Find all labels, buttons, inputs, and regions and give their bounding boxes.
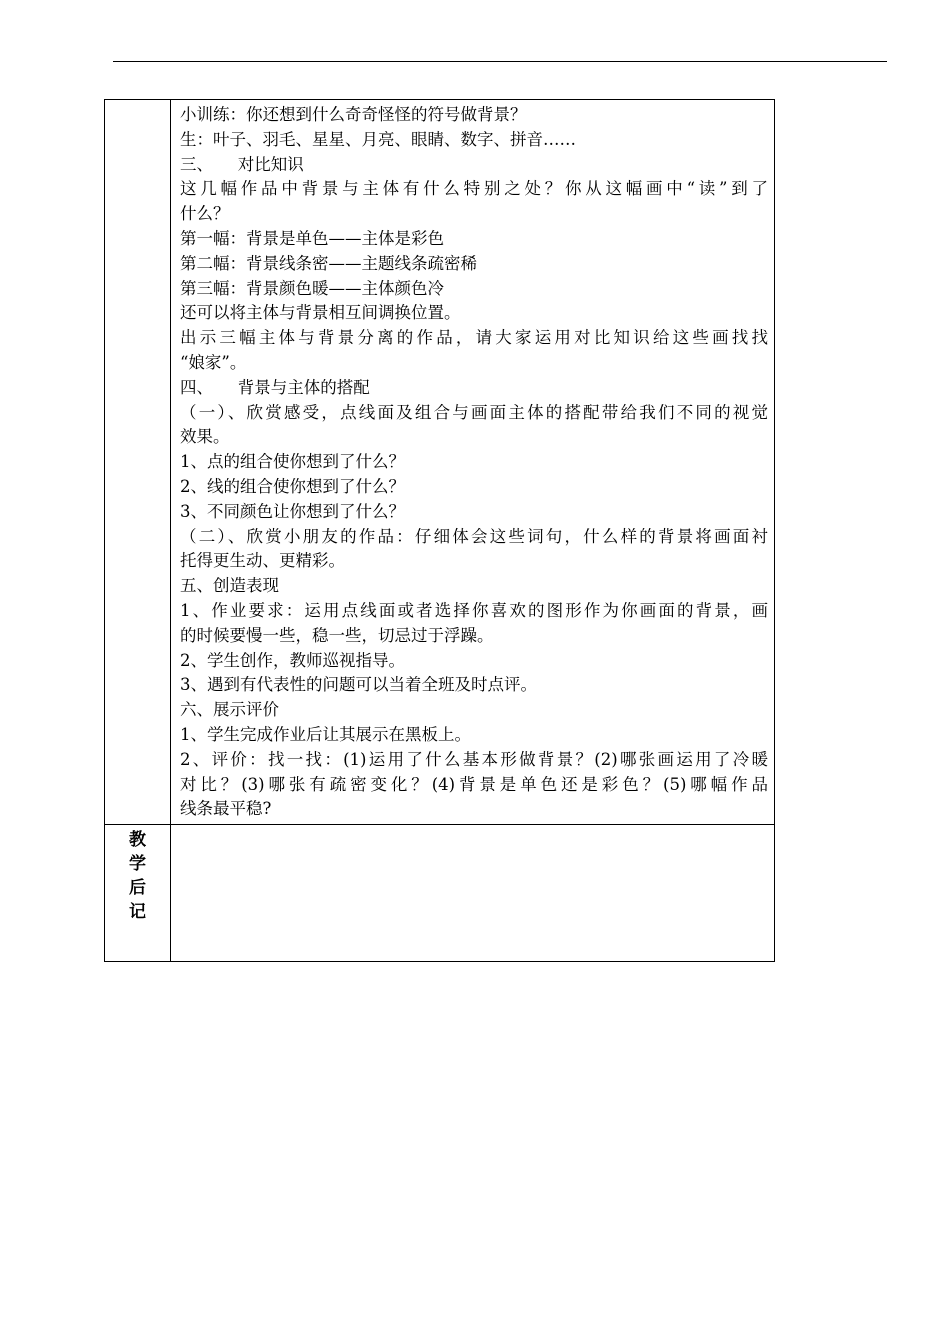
lesson-line: 什么？	[180, 204, 230, 224]
lesson-line: 对比？(3)哪张有疏密变化？(4)背景是单色还是彩色？(5)哪幅作品	[180, 774, 768, 794]
lesson-line: （一）、欣赏感受，点线面及组合与画面主体的搭配带给我们不同的视觉	[180, 402, 768, 422]
lesson-line: 线条最平稳?	[180, 799, 272, 819]
postscript-label-char: 学	[129, 854, 146, 875]
postscript-label-char: 记	[129, 902, 146, 923]
lesson-line: 1、点的组合使你想到了什么？	[180, 452, 405, 472]
lesson-process-content	[171, 100, 775, 825]
lesson-line: 第三幅：背景颜色暖——主体颜色冷	[180, 278, 444, 298]
lesson-line: 3、遇到有代表性的问题可以当着全班及时点评。	[180, 675, 537, 695]
lesson-line: （二）、欣赏小朋友的作品：仔细体会这些词句，什么样的背景将画面衬	[180, 526, 768, 546]
postscript-label	[105, 825, 170, 924]
lesson-line: 效果。	[180, 427, 230, 447]
lesson-line: “娘家”。	[180, 352, 247, 372]
postscript-label-char: 后	[129, 878, 146, 899]
lesson-line: 生：叶子、羽毛、星星、月亮、眼睛、数字、拼音……	[180, 129, 576, 149]
postscript-label-cell	[105, 825, 171, 962]
lesson-line: 小训练：你还想到什么奇奇怪怪的符号做背景？	[180, 105, 527, 124]
postscript-row	[105, 825, 775, 962]
lesson-line: 的时候要慢一些，稳一些，切忌过于浮躁。	[180, 625, 494, 645]
lesson-line: 出示三幅主体与背景分离的作品，请大家运用对比知识给这些画找找	[180, 328, 768, 348]
postscript-label-char: 教	[129, 830, 146, 851]
lesson-plan-table	[104, 99, 775, 962]
header-rule	[113, 61, 887, 62]
section-heading: 四、 背景与主体的搭配	[180, 377, 370, 397]
lesson-line: 2、评价：找一找：(1)运用了什么基本形做背景？(2)哪张画运用了冷暖	[180, 749, 768, 769]
lesson-line: 3、不同颜色让你想到了什么？	[180, 501, 405, 521]
section-heading: 六、展示评价	[180, 700, 279, 720]
postscript-content-cell	[171, 825, 775, 962]
lesson-line: 托得更生动、更精彩。	[180, 551, 345, 571]
lesson-line: 1、学生完成作业后让其展示在黑板上。	[180, 724, 471, 744]
lesson-process-label-cell	[105, 100, 171, 825]
lesson-line: 第一幅：背景是单色——主体是彩色	[180, 228, 444, 248]
lesson-process-row	[105, 100, 775, 825]
lesson-line: 1、作业要求：运用点线面或者选择你喜欢的图形作为你画面的背景，画	[180, 600, 768, 620]
lesson-line: 2、学生创作，教师巡视指导。	[180, 650, 405, 670]
lesson-line: 还可以将主体与背景相互间调换位置。	[180, 303, 461, 323]
lesson-line: 第二幅：背景线条密——主题线条疏密稀	[180, 253, 477, 273]
section-heading: 五、创造表现	[180, 576, 279, 596]
lesson-line: 2、线的组合使你想到了什么？	[180, 476, 405, 496]
lesson-line: 这几幅作品中背景与主体有什么特别之处？你从这幅画中“读”到了	[180, 179, 768, 199]
section-heading: 三、 对比知识	[180, 154, 304, 174]
